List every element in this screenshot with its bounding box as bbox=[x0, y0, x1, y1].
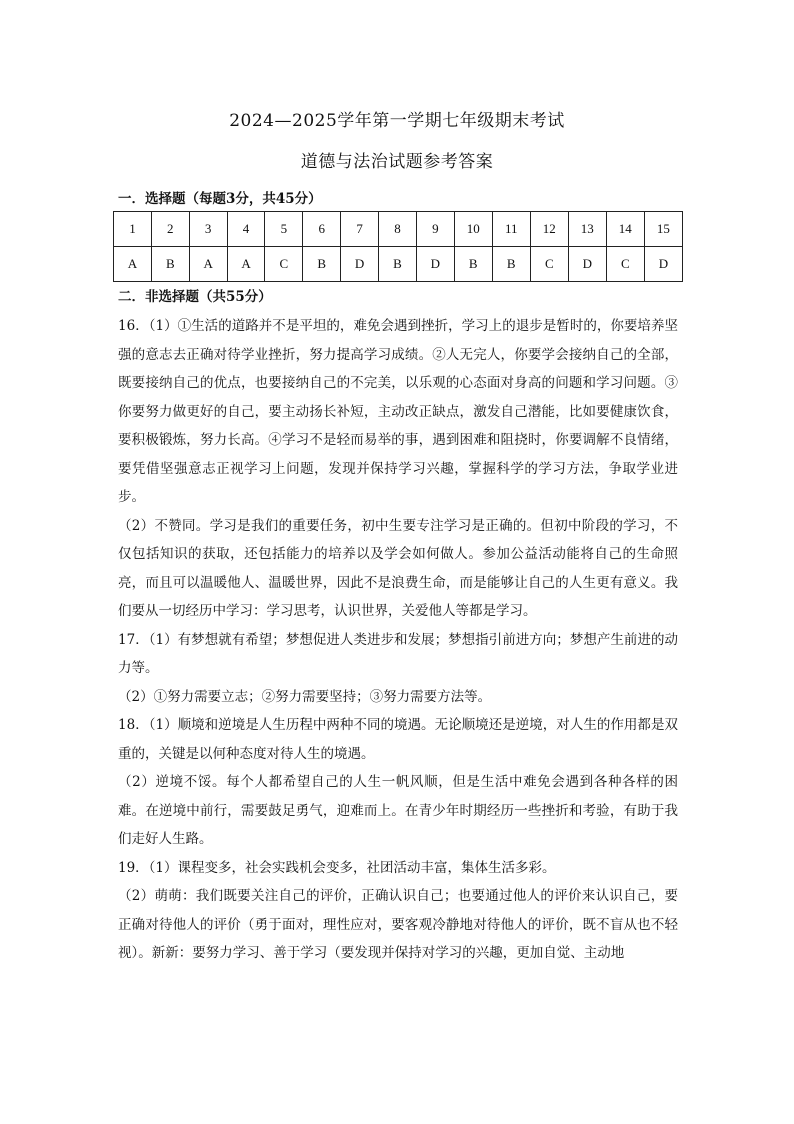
question-number: 15 bbox=[644, 212, 682, 247]
question-number: 4 bbox=[227, 212, 265, 247]
question-number: 10 bbox=[454, 212, 492, 247]
answer-letter: B bbox=[454, 247, 492, 282]
question-number: 14 bbox=[606, 212, 644, 247]
section-choice-heading: 一．选择题（每题3分，共45分） bbox=[118, 191, 322, 207]
question-number: 1 bbox=[114, 212, 152, 247]
question-number: 9 bbox=[416, 212, 454, 247]
answer-letter: B bbox=[492, 247, 530, 282]
exam-subtitle: 道德与法治试题参考答案 bbox=[300, 152, 494, 172]
answer-letter: D bbox=[416, 247, 454, 282]
answer-letter: D bbox=[644, 247, 682, 282]
question-number: 3 bbox=[189, 212, 227, 247]
answer-letter: B bbox=[151, 247, 189, 282]
answer-paragraph-17-1: 17．（1）有梦想就有希望；梦想促进人类进步和发展；梦想指引前进方向；梦想产生前进的动力等。 bbox=[118, 631, 678, 676]
answer-paragraph-19-2: （2）萌萌：我们既要关注自己的评价，正确认识自己；也要通过他人的评价来认识自己，要正确对待他人的评价（勇于面对，理性应对，要客观冷静地对待他人的评价，既不盲从也不轻视）。新新：要努力学习、善于学习（要发现并保持对学习的兴趣，更加自觉、主动地 bbox=[118, 888, 678, 961]
question-number: 5 bbox=[265, 212, 303, 247]
answer-paragraph-17-2: （2）①努力需要立志；②努力需要坚持；③努力需要方法等。 bbox=[118, 688, 492, 705]
exam-title: 2024—2025学年第一学期七年级期末考试 bbox=[229, 111, 565, 131]
answer-letter: A bbox=[114, 247, 152, 282]
answer-table-number-row bbox=[114, 212, 683, 247]
answer-letter: D bbox=[341, 247, 379, 282]
question-number: 13 bbox=[568, 212, 606, 247]
answer-letter: C bbox=[606, 247, 644, 282]
question-number: 2 bbox=[151, 212, 189, 247]
answer-letter: C bbox=[265, 247, 303, 282]
answer-paragraph-18-1: 18．（1）顺境和逆境是人生历程中两种不同的境遇。无论顺境还是逆境，对人生的作用都是双重的，关键是以何种态度对待人生的境遇。 bbox=[118, 717, 678, 762]
question-number: 7 bbox=[341, 212, 379, 247]
answer-letter: C bbox=[530, 247, 568, 282]
answer-paragraph-16-2: （2）不赞同。学习是我们的重要任务，初中生要专注学习是正确的。但初中阶段的学习，不仅包括知识的获取，还包括能力的培养以及学会如何做人。参加公益活动能将自己的生命照亮，而且可以温暖他人、温暖世界，因此不是浪费生命，而是能够让自己的人生更有意义。我们要从一切经历中学习：学习思考，认识世界，关爱他人等都是学习。 bbox=[118, 517, 678, 619]
question-number: 6 bbox=[303, 212, 341, 247]
answer-paragraph-18-2: （2）逆境不馁。每个人都希望自己的人生一帆风顺，但是生活中难免会遇到各种各样的困难。在逆境中前行，需要鼓足勇气，迎难而上。在青少年时期经历一些挫折和考验，有助于我们走好人生路。 bbox=[118, 774, 678, 847]
question-number: 12 bbox=[530, 212, 568, 247]
answer-letter: A bbox=[189, 247, 227, 282]
question-number: 8 bbox=[379, 212, 417, 247]
answer-letter: B bbox=[379, 247, 417, 282]
section-nonchoice-heading: 二．非选择题（共55分） bbox=[118, 289, 272, 305]
answer-paragraph-16-1: 16．（1）①生活的道路并不是平坦的，难免会遇到挫折，学习上的退步是暂时的，你要培养坚强的意志去正确对待学业挫折，努力提高学习成绩。②人无完人，你要学会接纳自己的全部，既要接纳自己的优点，也要接纳自己的不完美，以乐观的心态面对身高的问题和学习问题。③你要努力做更好的自己，要主动扬长补短，主动改正缺点，激发自己潜能，比如要健康饮食，要积极锻炼，努力长高。④学习不是轻而易举的事，遇到困难和阻挠时，你要调解不良情绪，要凭借坚强意志正视学习上问题，发现并保持学习兴趣，掌握科学的学习方法，争取学业进步。 bbox=[118, 318, 678, 505]
answer-letter: B bbox=[303, 247, 341, 282]
answer-body bbox=[118, 312, 678, 968]
answer-table bbox=[113, 211, 683, 282]
answer-table-answer-row bbox=[114, 247, 683, 282]
answer-letter: A bbox=[227, 247, 265, 282]
answer-paragraph-19-1: 19．（1）课程变多，社会实践机会变多，社团活动丰富，集体生活多彩。 bbox=[118, 859, 556, 876]
answer-letter: D bbox=[568, 247, 606, 282]
question-number: 11 bbox=[492, 212, 530, 247]
